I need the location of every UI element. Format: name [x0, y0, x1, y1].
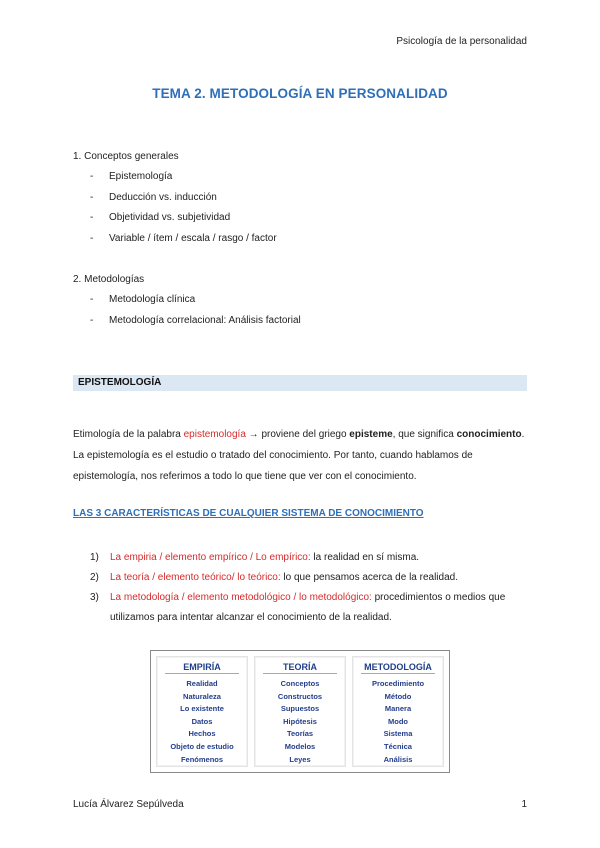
page-title: TEMA 2. METODOLOGÍA EN PERSONALIDAD	[152, 86, 448, 101]
characteristics-list	[90, 548, 530, 628]
column-item: Sistema	[383, 729, 413, 739]
running-header: Psicología de la personalidad	[396, 36, 527, 47]
footer-author: Lucía Álvarez Sepúlveda	[73, 799, 184, 810]
methodology-list	[73, 294, 301, 335]
list-item: - Deducción vs. inducción	[90, 191, 217, 203]
numbered-item: 1) La empiria / elemento empírico / Lo empírico: la realidad en sí misma.	[90, 552, 420, 563]
highlight-term: epistemología	[183, 429, 246, 440]
bold-term: conocimiento	[456, 429, 522, 440]
column-header: METODOLOGÍA	[361, 662, 435, 674]
column-item: Análisis	[383, 754, 413, 764]
column-empiria	[156, 656, 248, 767]
dash-bullet: -	[90, 191, 94, 203]
column-header: EMPIRÍA	[165, 662, 239, 674]
column-item: Modo	[388, 716, 408, 726]
concept-list	[73, 171, 277, 253]
column-metodologia	[352, 656, 444, 767]
dash-bullet: -	[90, 314, 94, 326]
column-item: Manera	[384, 704, 412, 714]
column-item: Hipótesis	[283, 716, 317, 726]
dash-bullet: -	[90, 171, 94, 182]
list-item: - Metodología clínica	[90, 294, 196, 305]
column-item: Datos	[191, 716, 213, 726]
etymology-paragraph: Etimología de la palabra epistemología → proviene del griego episteme, que significa conocimiento. La epistemología es el estudio o tratado del conocimiento. Por tanto, cuando hablamos de epistemología, nos referimos a todo lo que tiene que ver con el conocimiento.	[73, 429, 525, 482]
section-methodologies	[73, 274, 301, 335]
bold-term: episteme	[349, 429, 393, 440]
subsection-heading: LAS 3 CARACTERÍSTICAS DE CUALQUIER SISTEMA DE CONOCIMIENTO	[73, 508, 424, 519]
column-item: Técnica	[384, 741, 412, 751]
list-item: - Metodología correlacional: Análisis factorial	[90, 314, 301, 326]
dash-bullet: -	[90, 294, 94, 305]
list-item: - Epistemología	[90, 171, 173, 182]
column-item: Modelos	[284, 741, 316, 751]
column-item: Objeto de estudio	[170, 741, 234, 751]
column-item: Fenómenos	[180, 754, 224, 764]
column-item: Hechos	[188, 729, 216, 739]
dash-bullet: -	[90, 212, 94, 223]
list-item: - Variable / ítem / escala / rasgo / factor	[90, 232, 277, 244]
column-item: Realidad	[186, 679, 218, 688]
column-item: Método	[384, 691, 412, 701]
column-item: Naturaleza	[183, 691, 221, 701]
column-item: Procedimiento	[371, 679, 425, 688]
column-teoria	[254, 656, 346, 767]
section-heading: 2. Metodologías	[73, 274, 145, 285]
numbered-item: 2) La teoría / elemento teórico/ lo teórico: lo que pensamos acerca de la realidad.	[90, 572, 458, 583]
section-heading: 1. Conceptos generales	[73, 151, 179, 162]
knowledge-system-diagram	[150, 650, 450, 773]
section-concepts	[73, 151, 277, 253]
section-band-epistemologia: EPISTEMOLOGÍA	[73, 375, 527, 391]
list-item: - Objetividad vs. subjetividad	[90, 212, 231, 223]
numbered-item: 3) La metodología / elemento metodológico / lo metodológico: procedimientos o medios que utilizamos para intentar alcanzar el conocimiento de la realidad.	[90, 592, 506, 623]
column-item: Supuestos	[280, 704, 320, 714]
column-item: Teorías	[286, 729, 314, 739]
column-item: Conceptos	[280, 679, 320, 688]
column-item: Constructos	[277, 691, 323, 701]
column-item: Leyes	[289, 754, 311, 764]
page-number: 1	[521, 799, 527, 810]
dash-bullet: -	[90, 232, 94, 244]
column-item: Lo existente	[180, 704, 224, 714]
column-header: TEORÍA	[263, 662, 337, 674]
